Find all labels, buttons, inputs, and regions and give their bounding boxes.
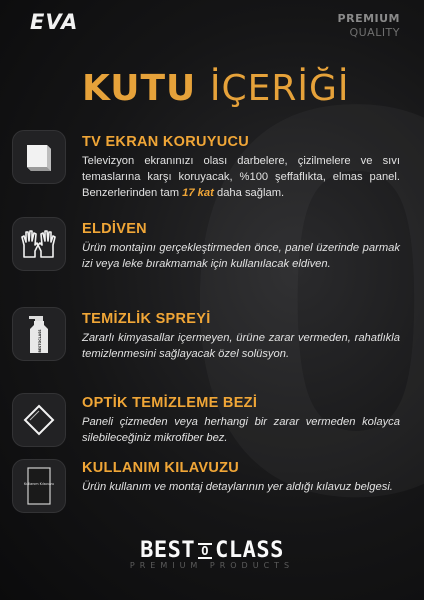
eva-logo: EVA [30,10,79,34]
item-title: TV EKRAN KORUYUCU [82,134,250,150]
brand-mid: O [198,543,212,559]
brand-footer [0,538,424,570]
screen-protector-icon [12,130,66,184]
premium-label: PREMIUM [337,12,400,25]
item-title: ELDİVEN [82,221,147,237]
manual-label: Kullanım Kılavuzu [24,482,54,486]
desc-text: Televizyon ekranınızı olası darbelere, çizilmelere ve sıvı temaslarına karşı koruyacak, %100 şeffaflıkta, elmas panel. Benzerlerinden tam [82,155,400,199]
gloves-icon [12,217,66,271]
brand-tagline: PREMIUM PRODUCTS [129,561,295,570]
desc-text-end: daha sağlam. [213,187,285,199]
brand-left: BEST [140,538,196,563]
item-description: Ürün kullanım ve montaj detaylarının yer aldığı kılavuz belgesi. [82,481,393,493]
item-description: Ürün montajını gerçekleştirmeden önce, panel üzerinde parmak izi veya leke bırakmamak için kullanılacak eldiven. [82,242,400,270]
item-description [82,153,400,201]
item-title: KULLANIM KILAVUZU [82,460,240,476]
quality-label: QUALITY [349,26,400,39]
brand-right: CLASS [215,538,284,563]
highlight-text: 17 kat [182,187,214,199]
item-title: OPTİK TEMİZLEME BEZİ [82,395,258,411]
brand-logo [0,538,424,563]
cleaning-cloth-icon [12,393,66,447]
item-description: Paneli çizmeden veya herhangi bir zarar vermeden kolayca silebileceğiniz mikrofiber bez. [82,416,400,444]
item-description: Zararlı kimyasallar içermeyen, ürüne zarar vermeden, rahatlıkla temizlenmesini sağlayacak özel solüsyon. [82,332,400,360]
title-part1: KUTU [82,68,197,109]
spray-bottle-icon [12,307,66,361]
page-title [82,68,350,109]
title-part2: İÇERİĞİ [209,68,350,109]
item-title: TEMİZLİK SPREYİ [82,311,211,327]
manual-icon [12,459,66,513]
premium-quality-badge [338,12,400,40]
spray-bottle-label: BESTOCLASS [38,329,42,353]
